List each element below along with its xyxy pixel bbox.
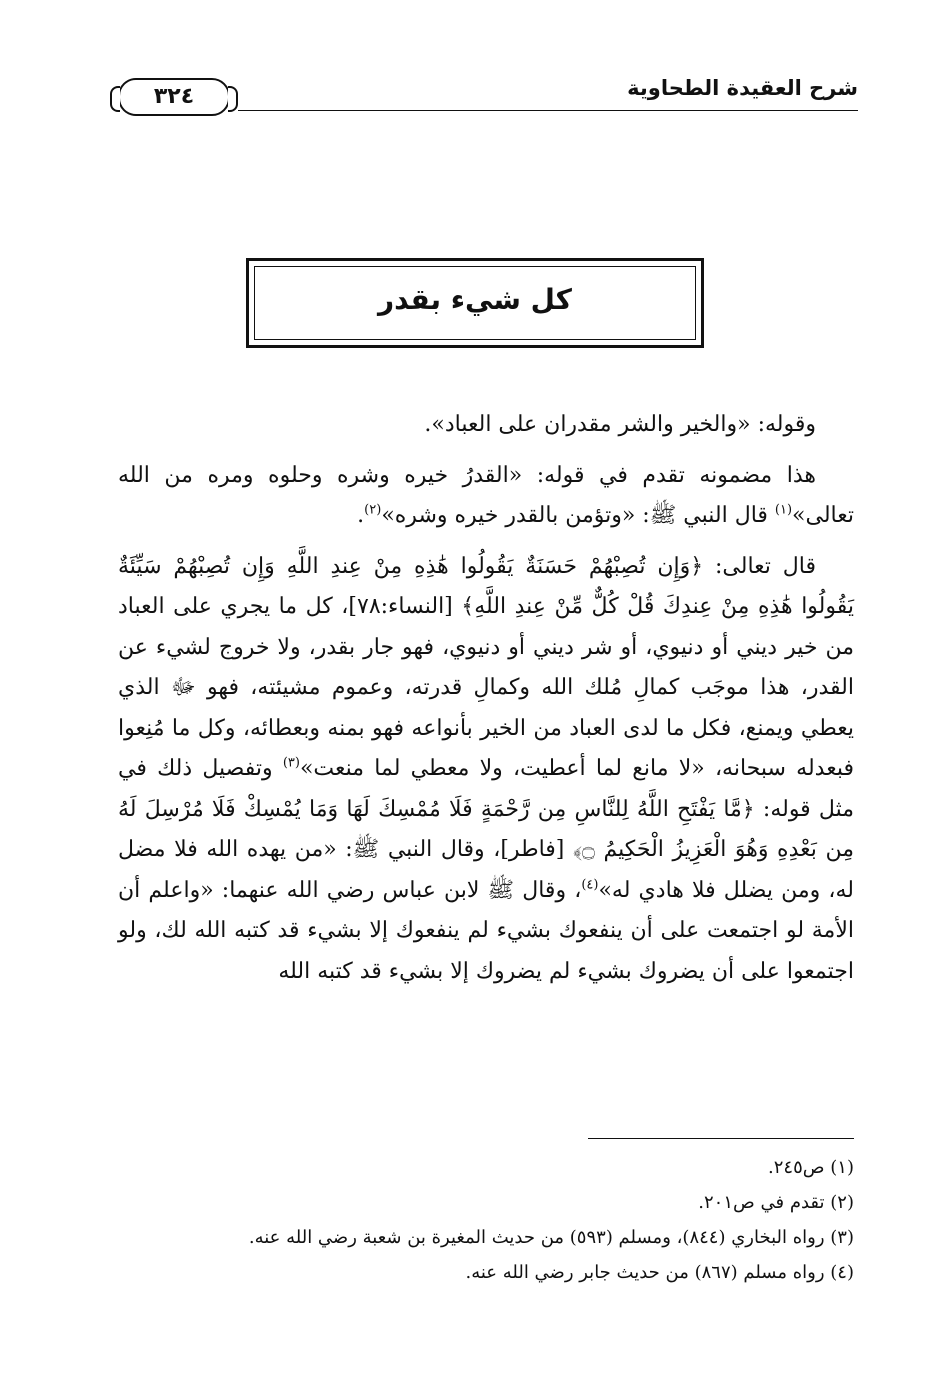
- footnote-4: (٤) رواه مسلم (٨٦٧) من حديث جابر رضي الله عنه.: [465, 1262, 854, 1283]
- section-title-frame: [246, 258, 704, 348]
- body-text: [118, 405, 854, 1002]
- paragraph-2-text-c: .: [357, 503, 365, 528]
- footnote-separator: [588, 1138, 854, 1139]
- paragraph-2-text-b: قال النبي ﷺ: «وتؤمن بالقدر خيره وشره»: [381, 503, 775, 528]
- footnote-ref-3: (٣): [282, 755, 300, 771]
- footnote-ref-4: (٤): [581, 877, 599, 893]
- paragraph-3-text-c: ، وقال ﷺ لابن عباس رضي الله عنهما: «واعلم أن الأمة لو اجتمعت على أن ينفعوك بشيء لم ينفعوك إلا بشيء قد كتبه الله لك، ولو اجتمعوا على أن يضروك بشيء لم يضروك إلا بشيء قد كتبه الله: [118, 877, 854, 984]
- footnotes: [150, 1150, 854, 1290]
- footnote-ref-2: (٢): [364, 502, 382, 518]
- paragraph-1-text: وقوله: «والخير والشر مقدران على العباد».: [424, 412, 816, 437]
- footnote-1: (١) ص٢٤٥.: [768, 1157, 854, 1178]
- header-rule: [238, 110, 858, 111]
- footnote-ref-1: (١): [774, 502, 793, 518]
- page-header: [118, 68, 858, 128]
- footnote-2: (٢) تقدم في ص٢٠١.: [698, 1192, 854, 1213]
- page-number: ٣٢٤: [118, 78, 230, 116]
- paragraph-3-text-b: وتفصيل ذلك في مثل قوله: ﴿مَّا يَفْتَحِ اللَّهُ لِلنَّاسِ مِن رَّحْمَةٍ فَلَا مُمْسِكَ لَهَا وَمَا يُمْسِكْ فَلَا مُرْسِلَ لَهُ مِن بَعْدِهِ وَهُوَ الْعَزِيزُ الْحَكِيمُ ۝﴾ [فاطر]، وقال النبي ﷺ: «من يهده الله فلا مضل له، ومن يضلل فلا هادي له»: [118, 756, 854, 903]
- paragraph-2: [118, 456, 854, 537]
- book-title: شرح العقيدة الطحاوية: [627, 76, 858, 100]
- paragraph-3: [118, 547, 854, 993]
- paragraph-3-text: قال تعالى: ﴿وَإِن تُصِبْهُمْ حَسَنَةٌ يَقُولُوا هَٰذِهِ مِنْ عِندِ اللَّهِ وَإِن تُصِبْهُمْ سَيِّئَةٌ يَقُولُوا هَٰذِهِ مِنْ عِندِكَ قُلْ كُلٌّ مِّنْ عِندِ اللَّهِ﴾ [النساء:٧٨]، كل ما يجري على العباد من خير ديني أو دنيوي، أو شر ديني أو دنيوي، فهو جار بقدر، ولا خروج لشيء عن القدر، هذا موجَب كمالِ مُلك الله وكمالِ قدرته، وعموم مشيئته، فهو ﷻ الذي يعطي ويمنع، فكل ما لدى العباد من الخير بأنواعه فهو بمنه وبعطائه، وكل ما مُنِعوا فبعدله سبحانه، «لا مانع لما أعطيت، ولا معطي لما منعت»: [118, 553, 854, 781]
- section-title: كل شيء بقدر: [378, 283, 572, 316]
- footnote-3: (٣) رواه البخاري (٨٤٤)، ومسلم (٥٩٣) من حديث المغيرة بن شعبة رضي الله عنه.: [248, 1227, 854, 1248]
- paragraph-1: [118, 405, 854, 446]
- paragraph-2-text: هذا مضمونه تقدم في قوله: «القدرُ خيره وشره وحلوه ومره من الله تعالى»: [118, 462, 854, 528]
